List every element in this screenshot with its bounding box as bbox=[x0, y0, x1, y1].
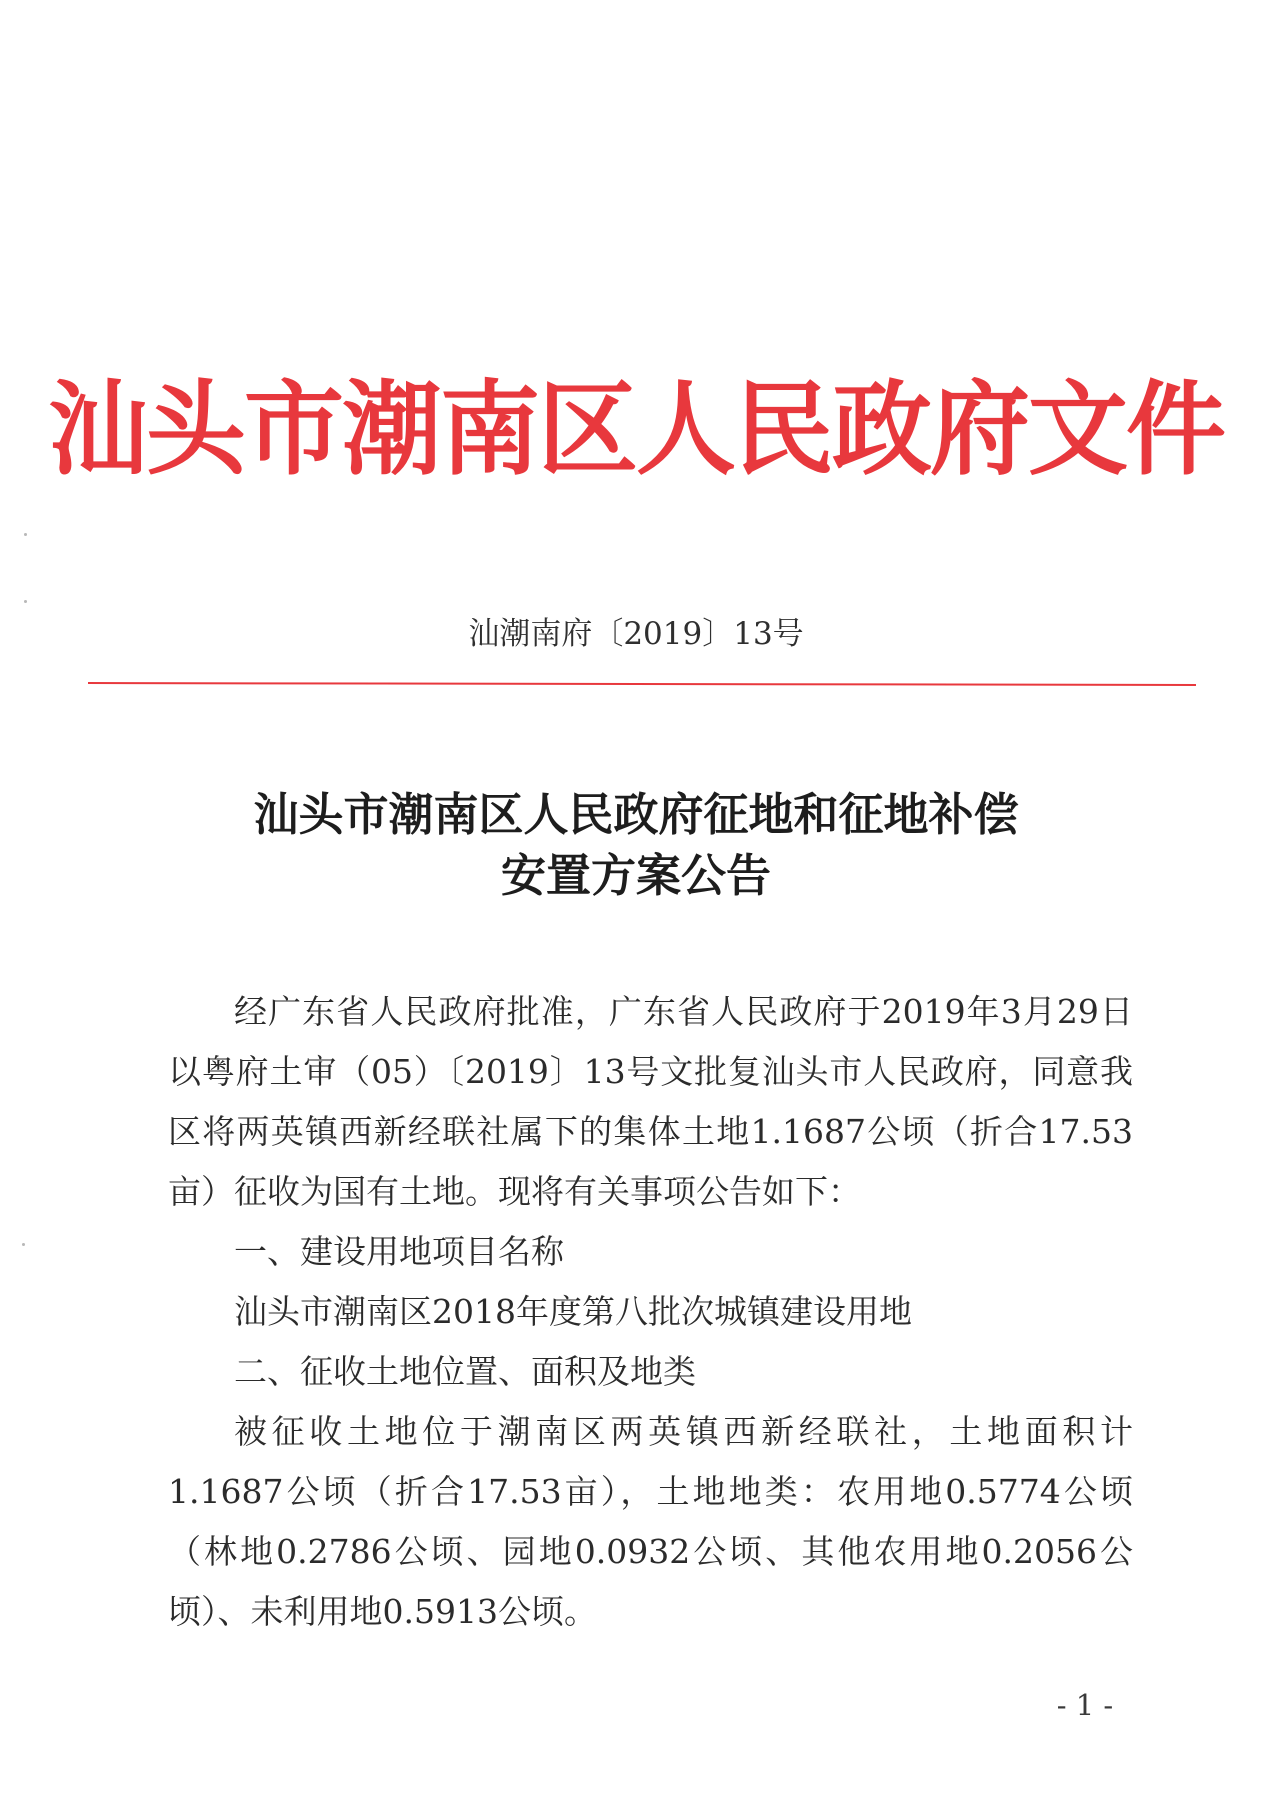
intro-paragraph: 经广东省人民政府批准，广东省人民政府于2019年3月29日以粤府土审（05）〔2019〕13号文批复汕头市人民政府，同意我区将两英镇西新经联社属下的集体土地1.1687公顷（折合17.53亩）征收为国有土地。现将有关事项公告如下： bbox=[168, 992, 1133, 1211]
title-line-2: 安置方案公告 bbox=[500, 848, 771, 902]
section-2-paragraph: 被征收土地位于潮南区两英镇西新经联社，土地面积计1.1687公顷（折合17.53亩），土地地类：农用地0.5774公顷（林地0.2786公顷、园地0.0932公顷、其他农用地0.2056公顷）、未利用地0.5913公顷。 bbox=[168, 1412, 1133, 1631]
section-1-heading: 一、建设用地项目名称 bbox=[234, 1232, 564, 1271]
section-1-text: 汕头市潮南区2018年度第八批次城镇建设用地 bbox=[234, 1292, 912, 1331]
scan-speck bbox=[22, 1243, 25, 1246]
scan-speck bbox=[24, 600, 27, 603]
document-number: 汕潮南府〔2019〕13号 bbox=[468, 616, 804, 652]
section-2-heading: 二、征收土地位置、面积及地类 bbox=[234, 1352, 696, 1391]
announcement-title bbox=[0, 785, 1272, 907]
document-body bbox=[168, 982, 1133, 1642]
document-masthead: 汕头市潮南区人民政府文件 bbox=[47, 371, 1224, 490]
scan-speck bbox=[24, 533, 27, 536]
red-separator-line bbox=[88, 682, 1196, 686]
title-line-1: 汕头市潮南区人民政府征地和征地补偿 bbox=[253, 788, 1019, 841]
page-number: - 1 - bbox=[1056, 1688, 1114, 1722]
